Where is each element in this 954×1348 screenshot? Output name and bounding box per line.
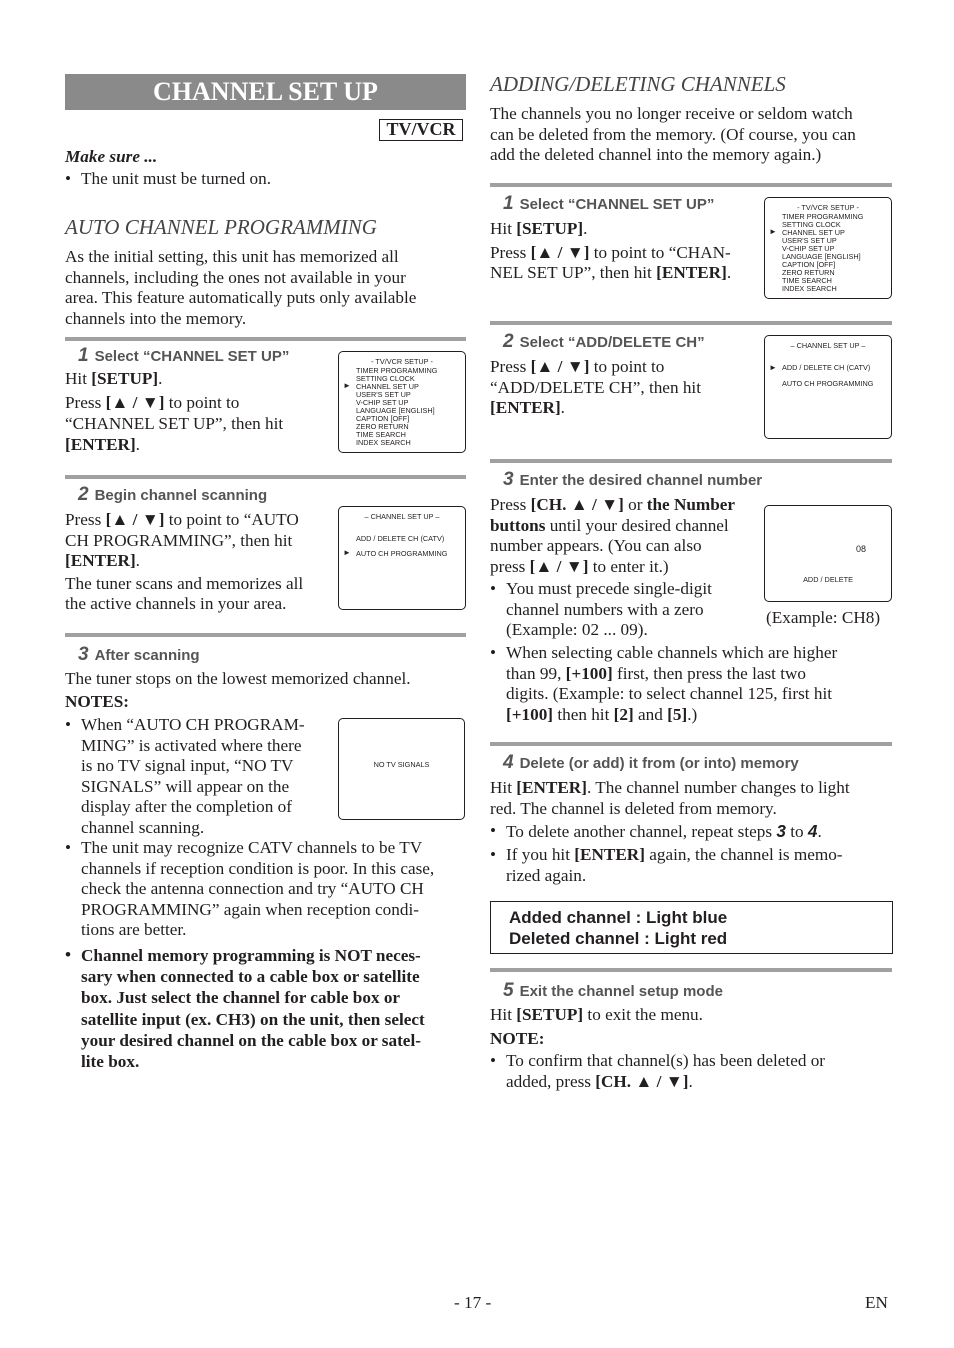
language-code: EN xyxy=(865,1293,888,1312)
adding-intro: The channels you no longer receive or seldom watch can be deleted from the memory. (Of course, you can add the deleted channel into the memory again.) xyxy=(490,104,856,164)
page-title: CHANNEL SET UP xyxy=(65,74,466,110)
pointer-icon: ► xyxy=(769,363,777,372)
page-number: - 17 - xyxy=(454,1293,492,1312)
auto-step3-text: The tuner stops on the lowest memorized channel. xyxy=(65,669,411,688)
tv-vcr-badge: TV/VCR xyxy=(379,119,463,141)
legend-deleted: Deleted channel : Light red xyxy=(509,929,728,948)
make-sure-heading: Make sure ... xyxy=(65,147,158,166)
channel-menu-screen: – CHANNEL SET UP – ADD / DELETE CH (CATV) ► AUTO CH PROGRAMMING xyxy=(338,506,466,610)
adding-step5-text: Hit [SETUP] to exit the menu. NOTE: xyxy=(490,1005,703,1048)
channel-menu-screen: – CHANNEL SET UP – ► ADD / DELETE CH (CATV) AUTO CH PROGRAMMING xyxy=(764,335,892,439)
example-caption: (Example: CH8) xyxy=(766,608,881,627)
auto-programming-heading: AUTO CHANNEL PROGRAMMING xyxy=(65,215,377,239)
adding-step3-text: Press [CH. ▲ / ▼] or the Number buttons until your desired channel number appears. (You can also press [▲ / ▼] to enter it.) xyxy=(490,495,736,576)
auto-step2-title: 2 Begin channel scanning xyxy=(78,484,268,505)
setup-menu-screen: - TV/VCR SETUP - TIMER PROGRAMMING SETTING CLOCK ► CHANNEL SET UP USER'S SET UP V-CHIP SET UP LANGUAGE [ENGLISH] CAPTION [OFF] ZERO RETURN TIME SEARCH INDEX SEARCH xyxy=(764,197,892,299)
channel-display-screen: 08 ADD / DELETE xyxy=(764,505,892,602)
auto-intro: As the initial setting, this unit has memorized all channels, including the ones not available in your area. This feature automatically puts only available channels into the memory. xyxy=(65,247,417,328)
auto-step1-title: 1 Select “CHANNEL SET UP” xyxy=(78,345,290,366)
divider xyxy=(65,633,466,637)
adding-step4-title: 4 Delete (or add) it from (or into) memory xyxy=(503,752,799,773)
adding-step1-title: 1 Select “CHANNEL SET UP” xyxy=(503,193,715,214)
auto-step1-text: Hit [SETUP]. Press [▲ / ▼] to point to “CHANNEL SET UP”, then hit [ENTER]. xyxy=(65,369,284,454)
pointer-icon: ► xyxy=(343,548,351,557)
adding-step2-title: 2 Select “ADD/DELETE CH” xyxy=(503,331,705,352)
adding-step2-text: Press [▲ / ▼] to point to “ADD/DELETE CH”, then hit [ENTER]. xyxy=(490,357,701,417)
divider xyxy=(490,742,892,746)
auto-step2-text: Press [▲ / ▼] to point to “AUTO CH PROGRAMMING”, then hit [ENTER]. The tuner scans and memorizes all the active channels in your area. xyxy=(65,510,304,613)
adding-step5-title: 5 Exit the channel setup mode xyxy=(503,980,723,1001)
notes-label: NOTES: xyxy=(65,692,129,711)
adding-step3-title: 3 Enter the desired channel number xyxy=(503,469,763,490)
adding-step4-text: Hit [ENTER]. The channel number changes to light red. The channel is deleted from memory. xyxy=(490,778,850,818)
divider xyxy=(65,475,466,479)
divider xyxy=(490,968,892,972)
pointer-icon: ► xyxy=(343,381,351,390)
pointer-icon: ► xyxy=(769,227,777,236)
adding-deleting-heading: ADDING/DELETING CHANNELS xyxy=(490,72,786,96)
divider xyxy=(65,337,466,341)
legend-added: Added channel : Light blue xyxy=(509,908,728,927)
divider xyxy=(490,459,892,463)
color-legend-box xyxy=(490,901,893,954)
adding-step1-text: Hit [SETUP]. Press [▲ / ▼] to point to “CHAN- NEL SET UP”, then hit [ENTER]. xyxy=(490,219,732,282)
divider xyxy=(490,183,892,187)
setup-menu-screen: - TV/VCR SETUP - TIMER PROGRAMMING SETTING CLOCK ► CHANNEL SET UP USER'S SET UP V-CHIP SET UP LANGUAGE [ENGLISH] CAPTION [OFF] ZERO RETURN TIME SEARCH INDEX SEARCH xyxy=(338,351,466,453)
auto-step3-title: 3 After scanning xyxy=(78,644,200,665)
no-signal-screen: NO TV SIGNALS xyxy=(338,718,465,820)
divider xyxy=(490,321,892,325)
